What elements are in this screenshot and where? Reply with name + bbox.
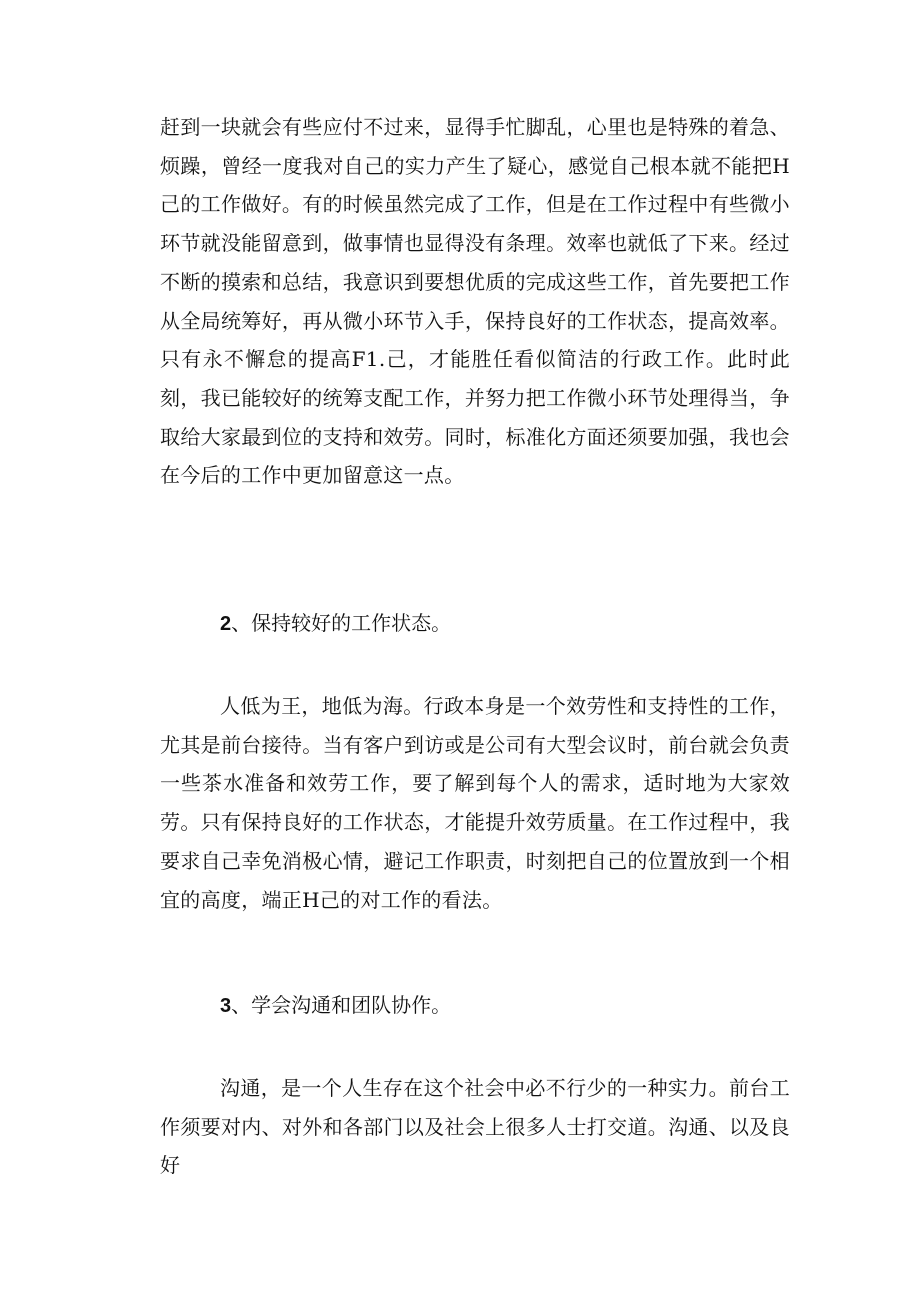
section-title-3: 、学会沟通和团队协作。: [231, 993, 452, 1017]
section-heading-2: [220, 604, 451, 644]
paragraph-work-efficiency: 赶到一块就会有些应付不过来，显得手忙脚乱，心里也是特殊的着急、烦躁，曾经一度我对自己的实力产生了疑心，感觉自己根本就不能把H己的工作做好。有的时候虽然完成了工作，但是在工作过程中有些微小环节就没能留意到，做事情也显得没有条理。效率也就低了下来。经过不断的摸索和总结，我意识到要想优质的完成这些工作，首先要把工作从全局统筹好，再从微小环节入手，保持良好的工作状态，提高效率。只有永不懈怠的提高F1.己，才能胜任看似简洁的行政工作。此时此刻，我已能较好的统筹支配工作，并努力把工作微小环节处理得当，争取给大家最到位的支持和效劳。同时，标准化方面还须要加强，我也会在今后的工作中更加留意这一点。: [160, 115, 790, 488]
section-number-2: 2: [220, 613, 232, 635]
paragraph-work-state: 人低为王，地低为海。行政本身是一个效劳性和支持性的工作，尤其是前台接待。当有客户到访或是公司有大型会议时，前台就会负责一些茶水准备和效劳工作，要了解到每个人的需求，适时地为大家效劳。只有保持良好的工作状态，才能提升效劳质量。在工作过程中，我要求自己幸免消极心情，避记工作职责，时刻把自己的位置放到一个相宜的高度，端正H己的对工作的看法。: [160, 694, 790, 912]
section-title-2: 、保持较好的工作状态。: [231, 611, 452, 635]
section-heading-3: [220, 986, 451, 1026]
section-number-3: 3: [220, 995, 232, 1017]
paragraph-communication: 沟通，是一个人生存在这个社会中必不行少的一种实力。前台工作须要对内、对外和各部门以及社会上很多人士打交道。沟通、以及良好: [160, 1076, 790, 1178]
